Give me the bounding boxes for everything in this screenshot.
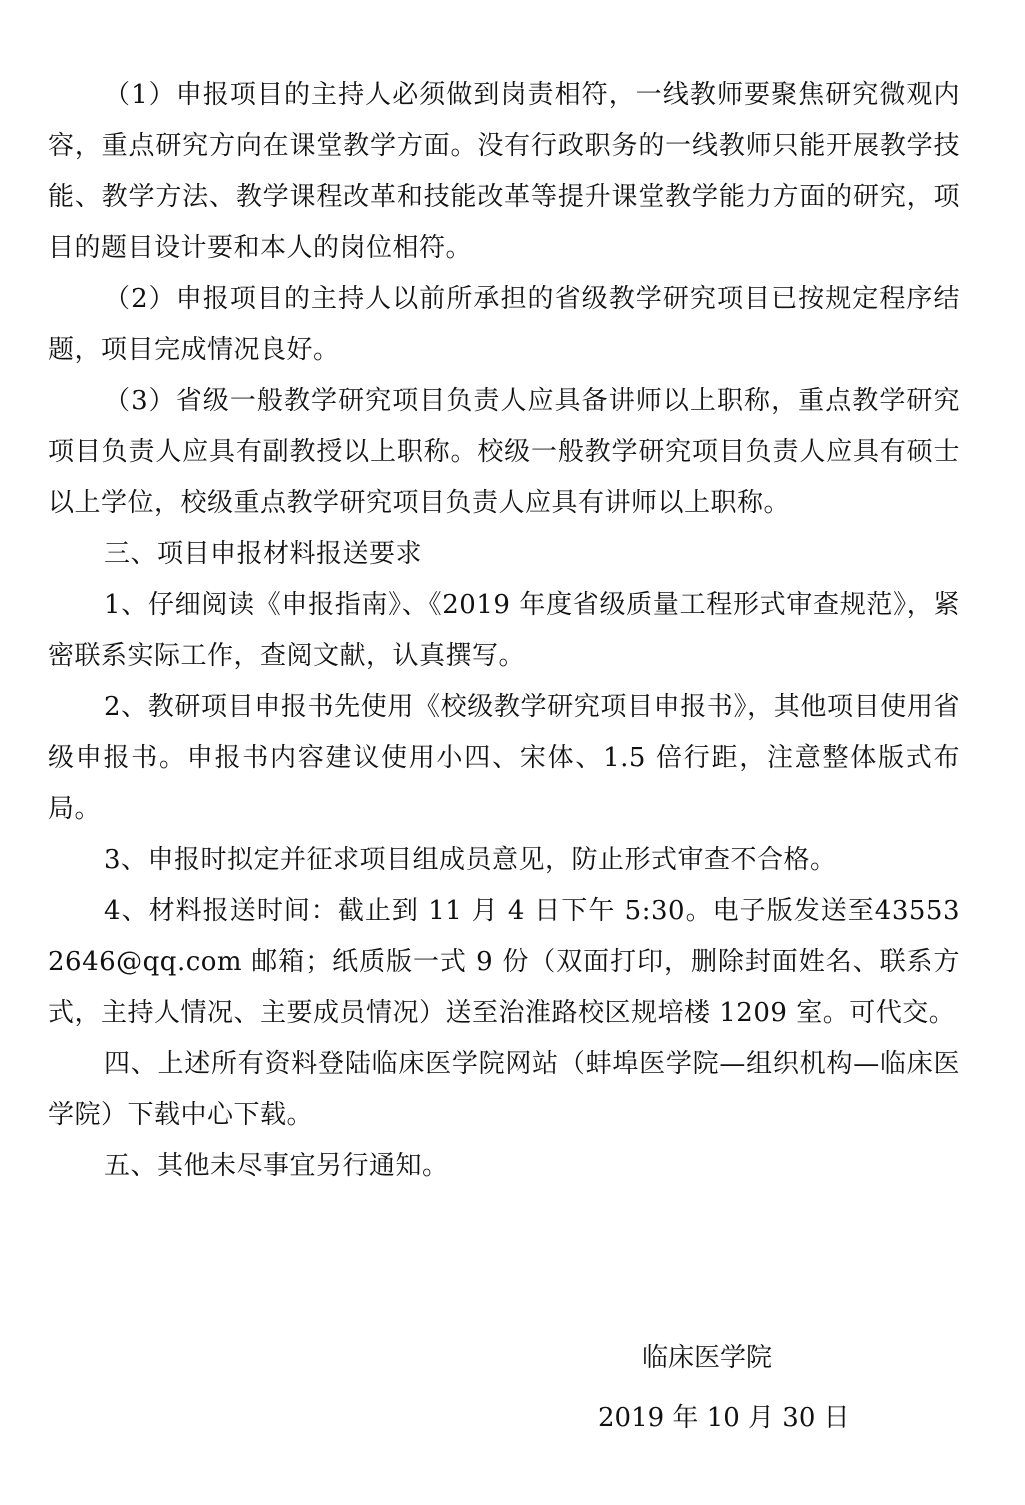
signature-date: 2019 年 10 月 30 日: [598, 1403, 850, 1433]
requirement-1-paragraph: （1）申报项目的主持人必须做到岗责相符，一线教师要聚焦研究微观内容，重点研究方向在课堂教学方面。没有行政职务的一线教师只能开展教学技能、教学方法、教学课程改革和技能改革等提升课堂教学能力方面的研究，项目的题目设计要和本人的岗位相符。: [48, 80, 960, 263]
submission-item-2: 2、教研项目申报书先使用《校级教学研究项目申报书》，其他项目使用省级申报书。申报书内容建议使用小四、宋体、1.5 倍行距，注意整体版式布局。: [48, 692, 960, 824]
submission-item-3: 3、申报时拟定并征求项目组成员意见，防止形式审查不合格。: [104, 845, 837, 875]
section-4-paragraph: 四、上述所有资料登陆临床医学院网站（蚌埠医学院—组织机构—临床医学院）下载中心下载。: [48, 1049, 960, 1130]
requirement-2-paragraph: （2）申报项目的主持人以前所承担的省级教学研究项目已按规定程序结题，项目完成情况良好。: [48, 284, 960, 365]
document-body: [48, 70, 960, 1192]
section-3-heading: 三、项目申报材料报送要求: [104, 539, 423, 569]
requirement-3-paragraph: （3）省级一般教学研究项目负责人应具备讲师以上职称，重点教学研究项目负责人应具有副教授以上职称。校级一般教学研究项目负责人应具有硕士以上学位，校级重点教学研究项目负责人应具有讲师以上职称。: [48, 386, 960, 518]
submission-item-1: 1、仔细阅读《申报指南》、《2019 年度省级质量工程形式审查规范》，紧密联系实际工作，查阅文献，认真撰写。: [48, 590, 960, 671]
signature-block: [560, 1333, 920, 1443]
submission-item-4: 4、材料报送时间：截止到 11 月 4 日下午 5:30。电子版发送至435532646@qq.com 邮箱；纸质版一式 9 份（双面打印，删除封面姓名、联系方式，主持人情况、主要成员情况）送至治淮路校区规培楼 1209 室。可代交。: [48, 896, 960, 1028]
section-5-paragraph: 五、其他未尽事宜另行通知。: [104, 1151, 449, 1181]
signature-organization: 临床医学院: [642, 1343, 773, 1373]
